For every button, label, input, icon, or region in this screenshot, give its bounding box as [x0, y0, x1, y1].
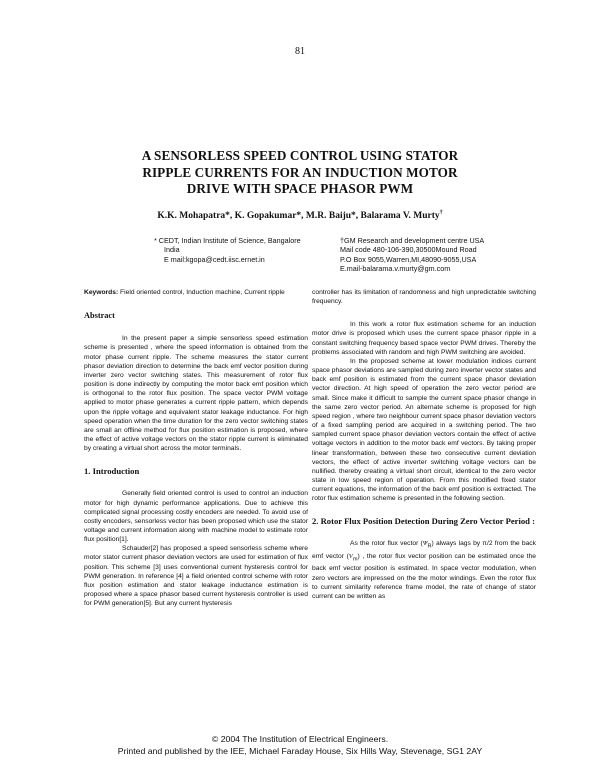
affil-right-line-1: †GM Research and development centre USA	[340, 236, 485, 245]
affil-right-line-4: E.mail-balarama.v.murty@gm.com	[340, 263, 451, 273]
abstract-heading: Abstract	[84, 311, 115, 321]
intro-paragraph-1: Generally field oriented control is used to control an induction motor for high dynamic performance applications. Due to achieve this complicated signal processing costly encoders are needed. To avoid use of costly encoders, sensorless vector has been proposed which use the stator voltage and current information along with machine model to estimate rotor flux position[1].	[84, 490, 308, 544]
back-emf-subscript: m	[352, 556, 358, 563]
affil-left-line-1: * CEDT, Indian Institute of Science, Bangalore	[154, 236, 301, 245]
page-number: 81	[295, 46, 305, 57]
affil-right-line-3: P.O Box 9055,Warren,MI,48090-9055,USA	[340, 254, 477, 264]
right-paragraph-3: In the proposed scheme at lower modulation indices current space phasor deviations are sampled during zero inverter vector states and back emf position is estimated from the current space phasor deviation vector direction. At high speed of operation the zero vector period are small. Since make it difficult to sample the current space phasor change in the same zero vector period. An alternate scheme is proposed for high speed region , where two neighbour current space phasor deviation vectors of a fixed sampling period are acquired in a switching period. The two sampled current space phasor deviation vectors contain the effect of active voltage vectors in addition to the motor back emf vectors. By taking proper linear transformation, between these two consecutive current deviation vectors, the effect of active inverter switching voltage vectors can be nullified. thereby creating a virtual short circuit, identical to the zero vector state in low speed region of operation. From this modified fixed stator current equations, the information of the back emf position is extracted. The rotor flux estimation scheme is presented in the following section.	[312, 357, 536, 503]
affiliation-left	[154, 236, 304, 264]
title-line-3: DRIVE WITH SPACE PHASOR PWM	[186, 181, 414, 196]
affil-left-line-2: India	[164, 245, 180, 255]
rotor-flux-symbol: Ψ	[422, 540, 428, 548]
right-paragraph-2: In this work a rotor flux estimation scheme for an induction motor drive is proposed which uses the current space phasor ripple in a constant switching frequency based space vector PWM drives. Thereby the problems associated with random and high PWM switching are avoided.	[312, 321, 536, 356]
sec2-text-d: ) , the rotor flux vector position can be estimated once the back emf vector position is estimated. In space vector modulation, when zero vectors are impressed on the the motor windings. Even the rotor flux to current similarity reference frame model, the rate of change of stator current can be written as	[312, 552, 536, 600]
keywords-label: Keywords:	[84, 289, 119, 296]
title-line-2: RIPPLE CURRENTS FOR AN INDUCTION MOTOR	[142, 164, 458, 180]
affiliation-right	[340, 236, 485, 273]
title-line-1: A SENSORLESS SPEED CONTROL USING STATOR	[141, 148, 459, 163]
keywords-text: Field oriented control, Induction machine, Current ripple	[118, 289, 285, 296]
sec2-text-a: As the rotor flux vector (	[350, 540, 423, 548]
authors-text: K.K. Mohapatra*, K. Gopakumar*, M.R. Baiju*, Balarama V. Murty	[157, 211, 440, 222]
affil-left-line-3: E mail:kgopa@cedt.iisc.ernet.in	[164, 254, 265, 264]
abstract-text: In the present paper a simple sensorless speed estimation scheme is presented , where the speed information is obtained from the motor phase current ripple. The scheme measures the stator current phasor deviation direction to determine the back emf vector position during inverter zero vector switching states. This measurement of rotor flux position is done indirectly by computing the motor back emf position which is orthogonal to the rotor flux position. The space vector PWM voltage applied to motor phase generates a current ripple pattern, which depends upon the ripple voltage and equivalent stator leakage inductance. For high speed operation when the time duration for the zero vector switching states are small an offline method for flux position estimation is proposed, where the effect of active voltage vectors on the stator ripple current is eliminated by creating a virtual short across the motor terminals.	[84, 335, 308, 453]
keywords	[84, 288, 308, 297]
sec2-text-c: π/2 from the back emf vector (	[312, 540, 536, 560]
left-column	[84, 288, 308, 608]
right-column	[312, 288, 536, 601]
authors-dagger: †	[439, 210, 443, 216]
section-1-heading: 1. Introduction	[84, 466, 140, 477]
paper-title	[60, 148, 540, 198]
section-2-paragraph	[312, 539, 536, 601]
sec2-text-b: ) always lags by	[431, 540, 481, 548]
author-list	[40, 210, 560, 221]
affil-right-line-2: Mail code 480-106-390,30500Mound Road	[340, 245, 477, 255]
rotor-flux-subscript: R	[427, 543, 432, 550]
right-paragraph-1: controller has its limitation of randomness and high unpredictable switching frequency.	[312, 289, 536, 306]
intro-paragraph-2: Schauder[2] has proposed a speed sensorless scheme where motor stator current phasor deviation vectors are used for estimation of flux position. This scheme [3] uses conventional current hysteresis control for PWM generation. In reference [4] a field oriented control scheme with rotor flux position estimation and stator leakage inductance estimation is proposed where a space phasor based current hysteresis controller is used for PWM generation[5]. But any current hysteresis	[84, 545, 308, 608]
back-emf-symbol: V	[348, 552, 353, 560]
footer-copyright: © 2004 The Institution of Electrical Engineers.	[211, 734, 389, 744]
footer-publisher: Printed and published by the IEE, Michael Faraday House, Six Hills Way, Stevenage, SG1 2AY	[117, 746, 483, 756]
section-2-heading: 2. Rotor Flux Position Detection During Zero Vector Period :	[312, 516, 535, 527]
